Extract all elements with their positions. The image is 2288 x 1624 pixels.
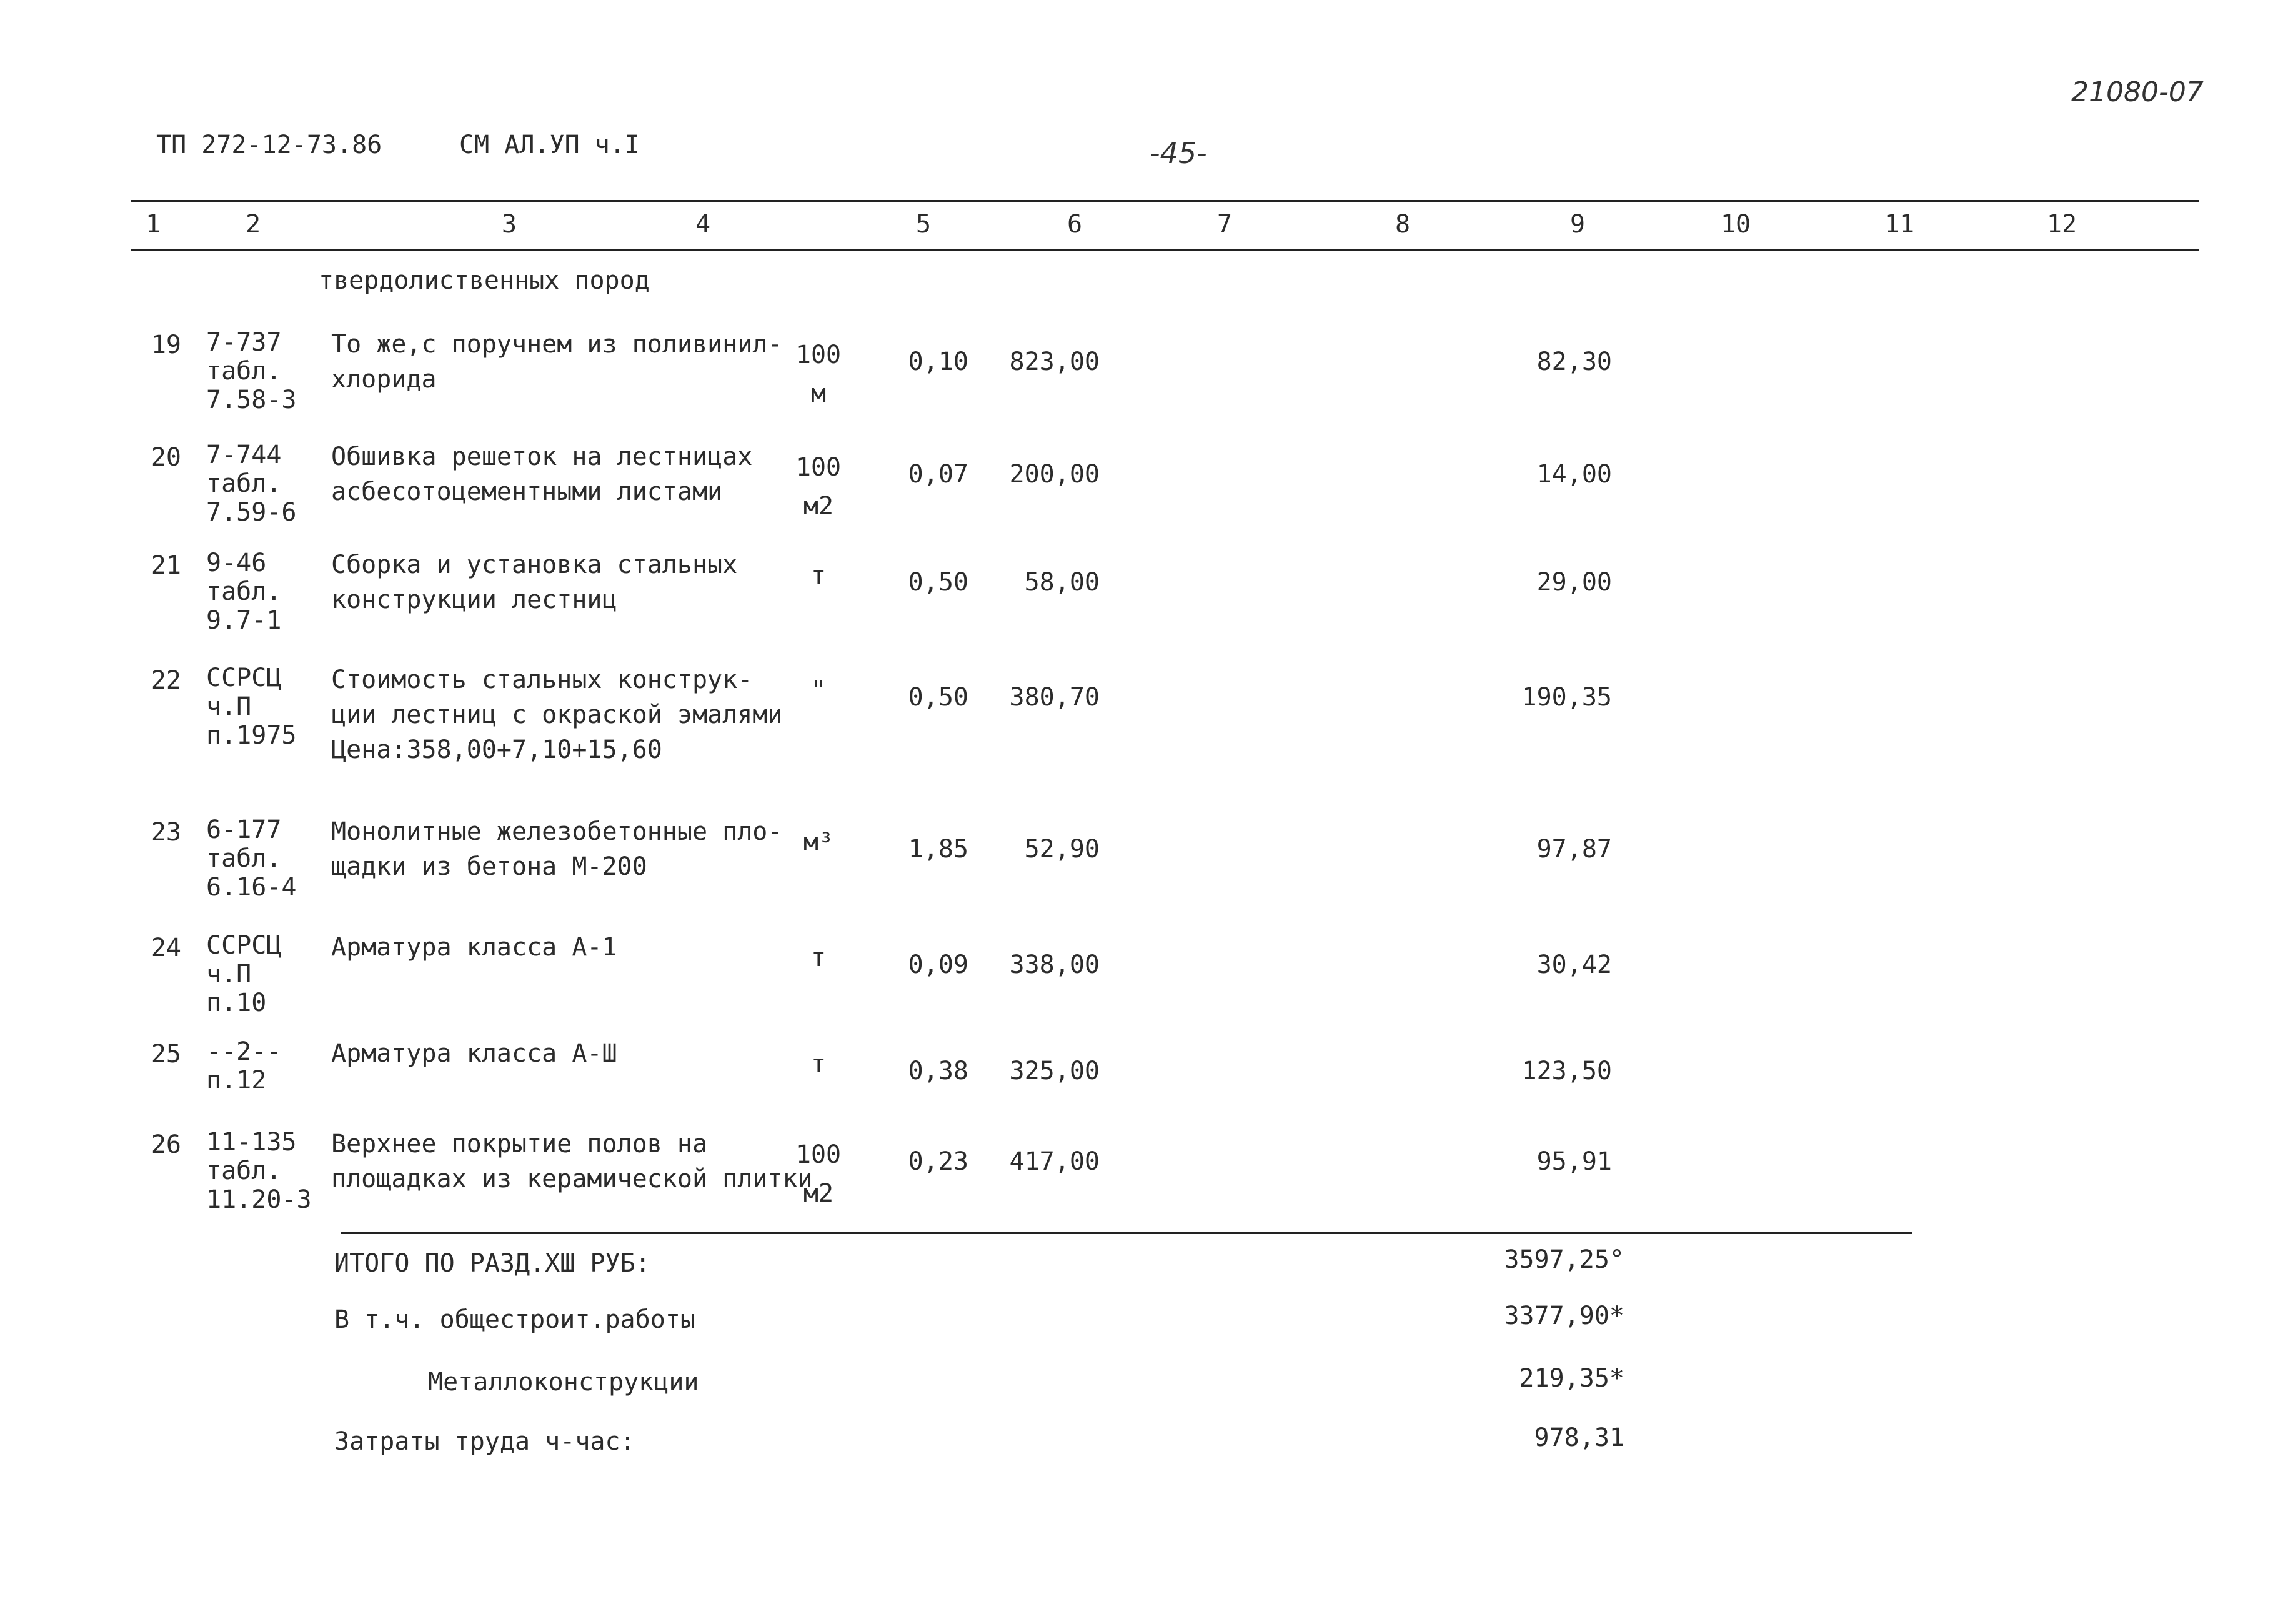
unit-of-measure bbox=[784, 823, 853, 862]
norm-reference-line: ССРСЦ bbox=[206, 664, 282, 692]
total-cost: 97,87 bbox=[1536, 835, 1612, 864]
quantity: 0,07 bbox=[908, 460, 968, 489]
quantity: 0,23 bbox=[908, 1147, 968, 1176]
row-number: 23 bbox=[151, 818, 181, 847]
total-cost: 95,91 bbox=[1536, 1147, 1612, 1176]
column-number-6: 6 bbox=[1067, 210, 1083, 239]
page-number: -45- bbox=[1150, 136, 1207, 170]
row-number: 22 bbox=[151, 666, 181, 695]
norm-reference-line: 6.16-4 bbox=[206, 873, 297, 902]
row-number: 21 bbox=[151, 551, 181, 580]
header-bottom-rule bbox=[131, 249, 2199, 251]
stamp-number: 21080-07 bbox=[2071, 76, 2204, 108]
unit-of-measure bbox=[784, 448, 853, 526]
total-cost: 30,42 bbox=[1536, 950, 1612, 979]
work-description-line: Арматура класса А-Ш bbox=[331, 1039, 617, 1068]
row-number: 20 bbox=[151, 443, 181, 472]
totals-label: В т.ч. общестроит.работы bbox=[334, 1305, 695, 1334]
unit-price: 58,00 bbox=[1024, 568, 1100, 597]
work-description-line: Цена:358,00+7,10+15,60 bbox=[331, 735, 662, 764]
totals-value: 978,31 bbox=[1534, 1423, 1624, 1452]
work-description-line: хлорида bbox=[331, 365, 437, 394]
header-top-rule bbox=[131, 200, 2199, 202]
work-description bbox=[331, 1127, 813, 1197]
unit-line: м³ bbox=[803, 828, 834, 857]
unit-line: м bbox=[810, 379, 827, 408]
unit-of-measure bbox=[784, 336, 853, 413]
norm-reference-line: п.12 bbox=[206, 1066, 267, 1095]
norm-reference-line: табл. bbox=[206, 577, 282, 606]
norm-reference-line: 9-46 bbox=[206, 549, 267, 577]
norm-reference bbox=[206, 1037, 281, 1095]
totals-label: Металлоконструкции bbox=[428, 1368, 699, 1397]
column-number-2: 2 bbox=[245, 210, 261, 239]
work-description-line: То же,с поручнем из поливинил- bbox=[331, 330, 783, 359]
unit-of-measure bbox=[784, 556, 853, 595]
work-description-line: щадки из бетона М-200 bbox=[331, 852, 647, 881]
work-description bbox=[331, 814, 782, 884]
row-number: 26 bbox=[151, 1130, 181, 1159]
total-cost: 123,50 bbox=[1521, 1057, 1612, 1085]
quantity: 1,85 bbox=[908, 835, 968, 864]
row-number: 19 bbox=[151, 331, 181, 359]
norm-reference-line: --2-- bbox=[206, 1037, 282, 1066]
norm-reference-line: 11.20-3 bbox=[206, 1185, 312, 1214]
totals-label: Затраты труда ч-час: bbox=[334, 1427, 635, 1456]
work-description-line: ции лестниц с окраской эмалями bbox=[331, 700, 783, 729]
column-number-3: 3 bbox=[501, 210, 517, 239]
row-number: 25 bbox=[151, 1040, 181, 1069]
doc-code: ТП 272-12-73.86 bbox=[156, 131, 382, 159]
work-description-line: Монолитные железобетонные пло- bbox=[331, 817, 783, 846]
work-description bbox=[331, 1036, 617, 1071]
norm-reference bbox=[206, 549, 281, 635]
norm-reference bbox=[206, 328, 297, 414]
total-cost: 190,35 bbox=[1521, 683, 1612, 712]
norm-reference-line: 7-744 bbox=[206, 441, 282, 469]
norm-reference-line: ч.П bbox=[206, 692, 252, 721]
row-number: 24 bbox=[151, 934, 181, 962]
totals-label: ИТОГО ПО РАЗД.ХШ РУБ: bbox=[334, 1249, 650, 1278]
work-description-line: асбесотоцементными листами bbox=[331, 477, 723, 506]
unit-price: 823,00 bbox=[1009, 347, 1100, 376]
norm-reference-line: ССРСЦ bbox=[206, 931, 282, 960]
unit-of-measure bbox=[784, 939, 853, 977]
work-description bbox=[331, 547, 737, 617]
quantity: 0,10 bbox=[908, 347, 968, 376]
unit-price: 200,00 bbox=[1009, 460, 1100, 489]
quantity: 0,09 bbox=[908, 950, 968, 979]
quantity: 0,50 bbox=[908, 683, 968, 712]
total-cost: 82,30 bbox=[1536, 347, 1612, 376]
column-number-9: 9 bbox=[1569, 210, 1586, 239]
unit-line: т bbox=[810, 561, 827, 590]
unit-of-measure bbox=[784, 1135, 853, 1213]
totals-value: 3377,90* bbox=[1504, 1302, 1624, 1330]
column-number-1: 1 bbox=[145, 210, 161, 239]
norm-reference bbox=[206, 931, 281, 1017]
norm-reference-line: п.1975 bbox=[206, 721, 297, 750]
column-number-4: 4 bbox=[695, 210, 711, 239]
column-number-7: 7 bbox=[1216, 210, 1233, 239]
unit-price: 338,00 bbox=[1009, 950, 1100, 979]
unit-line: м2 bbox=[803, 492, 834, 521]
norm-reference-line: 7-737 bbox=[206, 328, 282, 357]
unit-line: " bbox=[810, 676, 827, 705]
norm-reference-line: табл. bbox=[206, 844, 282, 873]
unit-line: 100 bbox=[795, 453, 842, 482]
work-description-line: Сборка и установка стальных bbox=[331, 550, 738, 579]
totals-rule bbox=[341, 1232, 1912, 1234]
unit-price: 417,00 bbox=[1009, 1147, 1100, 1176]
unit-price: 52,90 bbox=[1024, 835, 1100, 864]
norm-reference-line: п.10 bbox=[206, 989, 267, 1017]
work-description-line: Арматура класса А-1 bbox=[331, 933, 617, 962]
unit-line: т bbox=[810, 1050, 827, 1079]
carry-over-text: твердолиственных пород bbox=[319, 266, 650, 295]
work-description bbox=[331, 662, 782, 767]
norm-reference-line: 9.7-1 bbox=[206, 606, 282, 635]
norm-reference-line: ч.П bbox=[206, 960, 252, 989]
totals-value: 219,35* bbox=[1519, 1364, 1624, 1393]
total-cost: 29,00 bbox=[1536, 568, 1612, 597]
work-description bbox=[331, 327, 782, 397]
work-description-line: площадках из керамической плитки bbox=[331, 1165, 813, 1193]
norm-reference bbox=[206, 815, 297, 902]
norm-reference bbox=[206, 664, 297, 750]
work-description-line: Верхнее покрытие полов на bbox=[331, 1130, 708, 1158]
norm-reference-line: 7.58-3 bbox=[206, 386, 297, 414]
unit-line: м2 bbox=[803, 1179, 834, 1208]
unit-line: 100 bbox=[795, 1140, 842, 1169]
work-description bbox=[331, 439, 752, 509]
unit-of-measure bbox=[784, 1045, 853, 1083]
total-cost: 14,00 bbox=[1536, 460, 1612, 489]
unit-of-measure bbox=[784, 671, 853, 710]
totals-value: 3597,25° bbox=[1504, 1245, 1624, 1274]
norm-reference-line: табл. bbox=[206, 469, 282, 498]
norm-reference-line: 11-135 bbox=[206, 1128, 297, 1157]
unit-price: 325,00 bbox=[1009, 1057, 1100, 1085]
column-number-5: 5 bbox=[915, 210, 932, 239]
work-description-line: Стоимость стальных конструк- bbox=[331, 665, 753, 694]
column-number-11: 11 bbox=[1884, 210, 1915, 239]
norm-reference-line: табл. bbox=[206, 357, 282, 386]
album-ref: СМ АЛ.УП ч.I bbox=[459, 131, 640, 159]
quantity: 0,50 bbox=[908, 568, 968, 597]
column-number-10: 10 bbox=[1720, 210, 1751, 239]
work-description-line: конструкции лестниц bbox=[331, 585, 617, 614]
norm-reference-line: 6-177 bbox=[206, 815, 282, 844]
column-number-12: 12 bbox=[2046, 210, 2077, 239]
norm-reference bbox=[206, 441, 297, 527]
work-description bbox=[331, 930, 617, 965]
column-number-8: 8 bbox=[1395, 210, 1411, 239]
work-description-line: Обшивка решеток на лестницах bbox=[331, 442, 753, 471]
norm-reference-line: 7.59-6 bbox=[206, 498, 297, 527]
unit-line: 100 bbox=[795, 341, 842, 369]
norm-reference bbox=[206, 1128, 312, 1214]
unit-price: 380,70 bbox=[1009, 683, 1100, 712]
norm-reference-line: табл. bbox=[206, 1157, 282, 1185]
quantity: 0,38 bbox=[908, 1057, 968, 1085]
unit-line: т bbox=[810, 944, 827, 972]
